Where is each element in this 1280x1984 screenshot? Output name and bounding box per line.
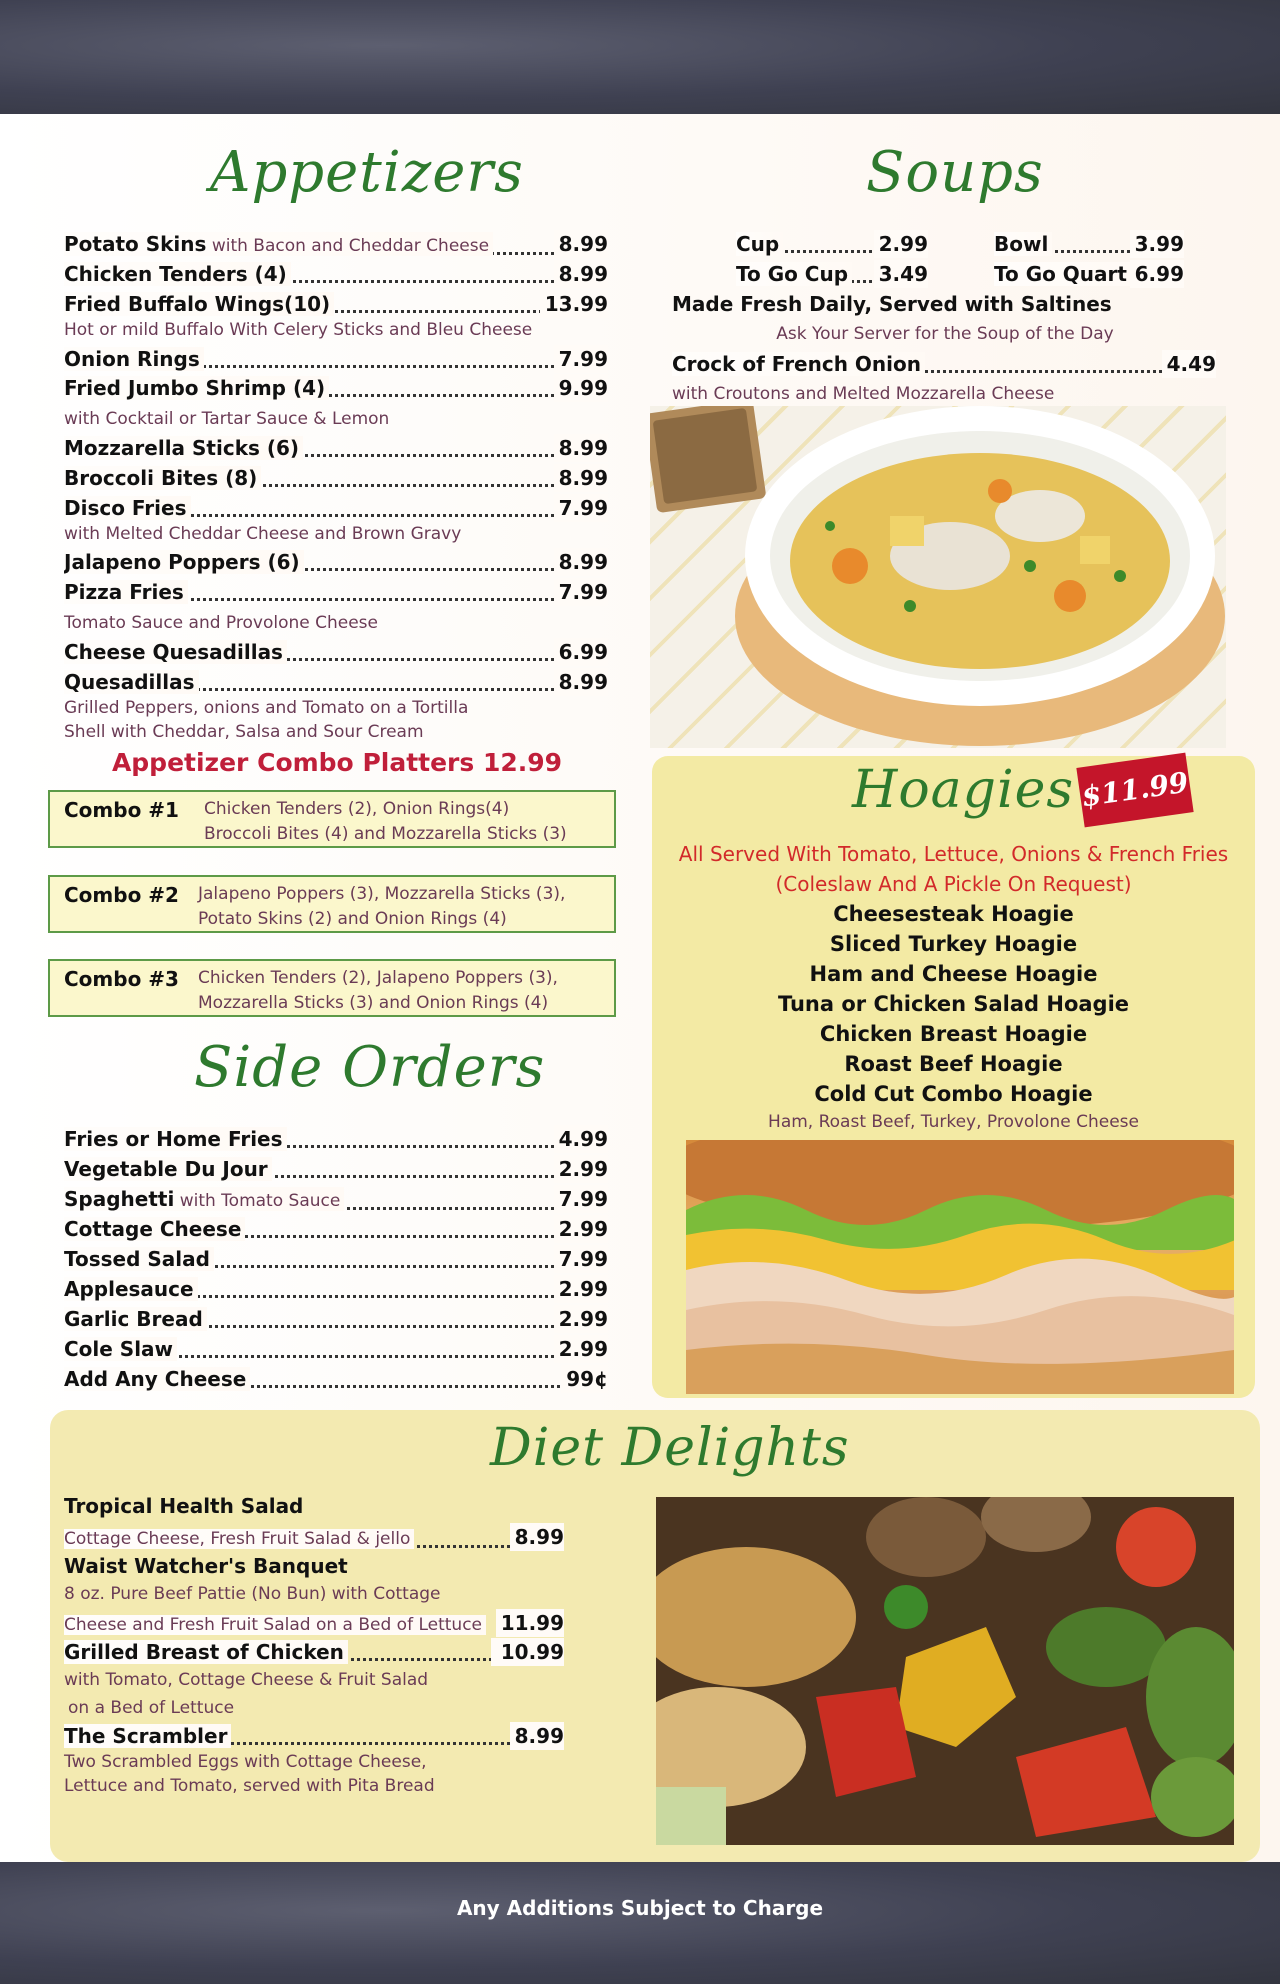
combo-label: Combo #1 xyxy=(64,798,179,822)
soup-photo xyxy=(650,406,1226,748)
hoagies-title: Hoagies xyxy=(852,760,1075,820)
hoagie-photo xyxy=(686,1140,1234,1394)
crock-description: with Croutons and Melted Mozzarella Cheese xyxy=(672,384,1055,404)
footer-band xyxy=(0,1862,1280,1984)
side-item-applesauce: Applesauce 2.99 xyxy=(64,1277,608,1301)
combo-label: Combo #2 xyxy=(64,883,179,907)
side-orders-title: Side Orders xyxy=(194,1035,546,1100)
combo-label: Combo #3 xyxy=(64,967,179,991)
quesadillas-description-2: Shell with Cheddar, Salsa and Sour Cream xyxy=(64,722,424,742)
waist-description-1: 8 oz. Pure Beef Pattie (No Bun) with Cottage xyxy=(64,1584,441,1604)
soup-cup: Cup 2.99 xyxy=(736,232,928,256)
hoagie-item: Tuna or Chicken Salad Hoagie xyxy=(777,992,1130,1016)
grilled-description-1: with Tomato, Cottage Cheese & Fruit Salad xyxy=(64,1670,429,1690)
combo-description: Chicken Tenders (2), Jalapeno Poppers (3), Mozzarella Sticks (3) and Onion Rings (4) xyxy=(198,968,558,1013)
hoagie-item: Cold Cut Combo Hoagie xyxy=(814,1082,1093,1106)
grilled-vegetables-photo xyxy=(656,1497,1234,1845)
scrambler-description-1: Two Scrambled Eggs with Cottage Cheese, xyxy=(64,1752,427,1772)
diet-item-scrambler: The Scrambler 8.99 xyxy=(64,1724,564,1748)
hoagie-item: Cheesesteak Hoagie xyxy=(833,902,1074,926)
soup-crock-french-onion: Crock of French Onion 4.49 xyxy=(672,352,1216,376)
quesadillas-description-1: Grilled Peppers, onions and Tomato on a Tortilla xyxy=(64,698,469,718)
scrambler-description-2: Lettuce and Tomato, served with Pita Bread xyxy=(64,1776,435,1796)
appetizers-title: Appetizers xyxy=(210,140,524,205)
wings-description: Hot or mild Buffalo With Celery Sticks and Bleu Cheese xyxy=(64,320,533,340)
grilled-description-2: on a Bed of Lettuce xyxy=(68,1698,235,1718)
diet-delights-title: Diet Delights xyxy=(490,1418,850,1478)
menu-item-chicken-tenders: Chicken Tenders (4) 8.99 xyxy=(64,262,608,286)
hoagie-item: Sliced Turkey Hoagie xyxy=(829,932,1078,956)
hoagie-item: Ham and Cheese Hoagie xyxy=(809,962,1098,986)
menu-item-broccoli-bites: Broccoli Bites (8) 8.99 xyxy=(64,466,608,490)
side-item-tossed-salad: Tossed Salad 7.99 xyxy=(64,1247,608,1271)
pizza-fries-description: Tomato Sauce and Provolone Cheese xyxy=(64,613,378,633)
disco-fries-description: with Melted Cheddar Cheese and Brown Gravy xyxy=(64,524,462,544)
combo-description: Chicken Tenders (2), Onion Rings(4) Broccoli Bites (4) and Mozzarella Sticks (3) xyxy=(204,799,567,844)
header-band xyxy=(0,0,1280,114)
hoagie-price-badge: $11.99 xyxy=(1076,753,1193,828)
soup-bowl-illustration xyxy=(650,406,1226,748)
soups-title: Soups xyxy=(866,140,1044,205)
side-item-cole-slaw: Cole Slaw 2.99 xyxy=(64,1337,608,1361)
combo-description: Jalapeno Poppers (3), Mozzarella Sticks (3), Potato Skins (2) and Onion Rings (4) xyxy=(198,884,566,929)
soup-to-go-quart: To Go Quart 6.99 xyxy=(994,262,1184,286)
hoagie-note-2: (Coleslaw And A Pickle On Request) xyxy=(775,872,1132,896)
soup-fresh-note: Made Fresh Daily, Served with Saltines xyxy=(672,292,1112,316)
menu-item-mozzarella-sticks: Mozzarella Sticks (6) 8.99 xyxy=(64,436,608,460)
diet-item-grilled-chicken: Grilled Breast of Chicken 10.99 xyxy=(64,1640,564,1664)
hoagie-item: Roast Beef Hoagie xyxy=(844,1052,1063,1076)
side-item-garlic-bread: Garlic Bread 2.99 xyxy=(64,1307,608,1331)
combo-platters-title: Appetizer Combo Platters 12.99 xyxy=(111,748,563,777)
menu-item-cheese-quesadillas: Cheese Quesadillas 6.99 xyxy=(64,640,608,664)
shrimp-description: with Cocktail or Tartar Sauce & Lemon xyxy=(64,409,390,429)
menu-item-jumbo-shrimp: Fried Jumbo Shrimp (4) 9.99 xyxy=(64,376,608,400)
menu-item-potato-skins: Potato Skins with Bacon and Cheddar Cheese 8.99 xyxy=(64,232,608,256)
side-item-fries: Fries or Home Fries 4.99 xyxy=(64,1127,608,1151)
hoagie-item: Chicken Breast Hoagie xyxy=(819,1022,1088,1046)
soup-ask-server: Ask Your Server for the Soup of the Day xyxy=(776,324,1114,344)
combo-box-1 xyxy=(48,790,616,848)
diet-item-tropical: Tropical Health Salad xyxy=(64,1494,304,1518)
diet-tropical-line: Cottage Cheese, Fresh Fruit Salad & jello 8.99 xyxy=(64,1525,564,1549)
side-item-vegetable: Vegetable Du Jour 2.99 xyxy=(64,1157,608,1181)
diet-item-waist-watcher: Waist Watcher's Banquet xyxy=(64,1554,348,1578)
hoagie-note-1: All Served With Tomato, Lettuce, Onions & French Fries xyxy=(678,842,1229,866)
side-item-cottage-cheese: Cottage Cheese 2.99 xyxy=(64,1217,608,1241)
menu-item-jalapeno-poppers: Jalapeno Poppers (6) 8.99 xyxy=(64,550,608,574)
cold-cut-description: Ham, Roast Beef, Turkey, Provolone Cheese xyxy=(768,1112,1139,1132)
combo-box-3 xyxy=(48,959,616,1017)
soup-bowl: Bowl 3.99 xyxy=(994,232,1184,256)
menu-item-onion-rings: Onion Rings 7.99 xyxy=(64,347,608,371)
combo-box-2 xyxy=(48,875,616,933)
side-item-spaghetti: Spaghetti with Tomato Sauce 7.99 xyxy=(64,1187,608,1211)
sandwich-illustration xyxy=(686,1140,1234,1394)
side-item-add-cheese: Add Any Cheese 99¢ xyxy=(64,1367,608,1391)
vegetables-illustration xyxy=(656,1497,1234,1845)
diet-waist-line: Cheese and Fresh Fruit Salad on a Bed of Lettuce 11.99 xyxy=(64,1611,564,1635)
menu-item-pizza-fries: Pizza Fries 7.99 xyxy=(64,580,608,604)
menu-item-disco-fries: Disco Fries 7.99 xyxy=(64,496,608,520)
footer-note: Any Additions Subject to Charge xyxy=(456,1896,824,1920)
menu-item-buffalo-wings: Fried Buffalo Wings(10) 13.99 xyxy=(64,292,608,316)
soup-to-go-cup: To Go Cup 3.49 xyxy=(736,262,928,286)
menu-item-quesadillas: Quesadillas 8.99 xyxy=(64,670,608,694)
